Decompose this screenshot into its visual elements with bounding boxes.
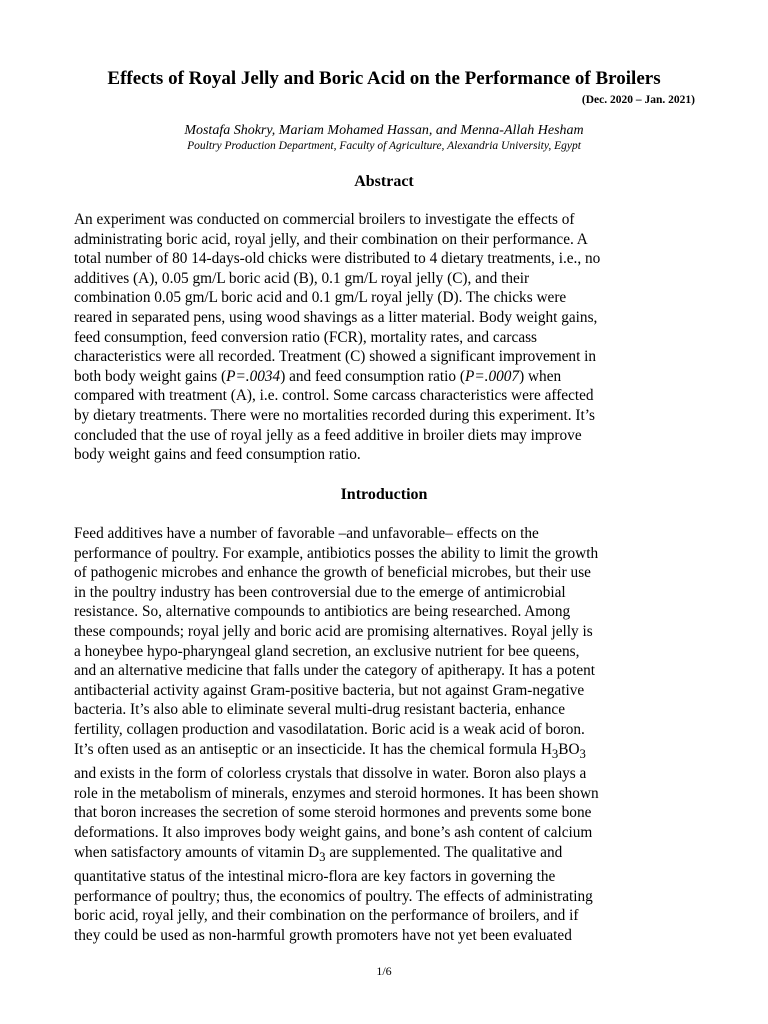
abstract-line: feed consumption, feed conversion ratio (FCR), mortality rates, and carcass	[74, 328, 538, 346]
paper-title: Effects of Royal Jelly and Boric Acid on the Performance of Broilers	[107, 68, 661, 89]
intro-line-vitamin	[74, 843, 696, 868]
abstract-line: additives (A), 0.05 gm/L boric acid (B), 0.1 gm/L royal jelly (C), and their	[74, 269, 530, 287]
intro-line: performance of poultry; thus, the economics of poultry. The effects of administrating	[74, 887, 593, 905]
abstract-line-pvalues	[74, 367, 696, 387]
intro-text: It’s often used as an antiseptic or an insecticide. It has the chemical formula	[74, 740, 541, 758]
intro-line: that boron increases the secretion of some steroid hormones and prevents some bone	[74, 804, 592, 822]
intro-line: Feed additives have a number of favorable –and unfavorable– effects on the	[74, 525, 539, 542]
abstract-line: concluded that the use of royal jelly as a feed additive in broiler diets may improve	[74, 426, 582, 444]
intro-line: and exists in the form of colorless crystals that dissolve in water. Boron also plays a	[74, 765, 587, 783]
intro-line: these compounds; royal jelly and boric acid are promising alternatives. Royal jelly is	[74, 622, 593, 640]
p-value-weight: P=.0034	[226, 367, 281, 385]
abstract-line: body weight gains and feed consumption ratio.	[74, 446, 361, 464]
abstract-line: total number of 80 14-days-old chicks were distributed to 4 dietary treatments, i.e., no	[74, 250, 601, 268]
boric-acid-formula: $H_3BO_3$	[540, 740, 586, 761]
abstract-heading: Abstract	[354, 173, 414, 190]
intro-line: and an alternative medicine that falls under the category of apitherapy. It has a potent	[74, 662, 596, 680]
abstract-line: reared in separated pens, using wood shavings as a litter material. Body weight gains,	[74, 308, 598, 326]
abstract-body	[74, 210, 696, 465]
author-list: Mostafa Shokry, Mariam Mohamed Hassan, and Menna-Allah Hesham	[184, 123, 584, 138]
affiliation: Poultry Production Department, Faculty of Agriculture, Alexandria University, Egypt	[187, 140, 581, 152]
intro-line: fertility, collagen production and vasodilatation. Boric acid is a weak acid of boron.	[74, 720, 585, 738]
page-number: 1/6	[376, 964, 392, 978]
intro-line: a honeybee hypo-pharyngeal gland secretion, an exclusive nutrient for bee queens,	[74, 642, 580, 660]
intro-line: resistance. So, alternative compounds to antibiotics are being researched. Among	[74, 603, 571, 621]
intro-line: boric acid, royal jelly, and their combination on the performance of broilers, and if	[74, 907, 579, 925]
intro-line: of pathogenic microbes and enhance the growth of beneficial microbes, but their use	[74, 564, 591, 582]
abstract-line: combination 0.05 gm/L boric acid and 0.1 gm/L royal jelly (D). The chicks were	[74, 289, 567, 307]
intro-line: performance of poultry. For example, antibiotics posses the ability to limit the growth	[74, 544, 599, 562]
intro-text: when satisfactory amounts of vitamin D	[74, 843, 320, 861]
abstract-line: by dietary treatments. There were no mortalities recorded during this experiment. It’s	[74, 406, 595, 424]
intro-line: role in the metabolism of minerals, enzymes and steroid hormones. It has been shown	[74, 784, 599, 802]
intro-text: are supplemented. The qualitative and	[325, 843, 563, 861]
vitamin-subscript: 3	[319, 849, 326, 864]
abstract-line: administrating boric acid, royal jelly, and their combination on their performance. A	[74, 230, 588, 248]
intro-line: quantitative status of the intestinal micro-flora are key factors in governing the	[74, 868, 556, 886]
intro-line: deformations. It also improves body weight gains, and bone’s ash content of calcium	[74, 823, 593, 841]
introduction-body	[74, 524, 696, 946]
p-value-feed: P=.0007	[464, 367, 520, 385]
abstract-text: ) and feed consumption ratio (	[280, 367, 465, 385]
abstract-text: both body weight gains (	[74, 367, 227, 385]
intro-line: they could be used as non-harmful growth promoters have not yet been evaluated	[74, 926, 572, 944]
introduction-heading: Introduction	[340, 486, 428, 503]
intro-line-formula	[74, 740, 696, 765]
intro-line: bacteria. It’s also able to eliminate several multi-drug resistant bacteria, enhance	[74, 701, 565, 719]
abstract-line: compared with treatment (A), i.e. control. Some carcass characteristics were affected	[74, 387, 594, 405]
abstract-line: An experiment was conducted on commercial broilers to investigate the effects of	[74, 211, 575, 228]
intro-line: antibacterial activity against Gram-positive bacteria, but not against Gram-negative	[74, 681, 585, 699]
intro-line: in the poultry industry has been controversial due to the emerge of antimicrobial	[74, 583, 566, 601]
date-range: (Dec. 2020 – Jan. 2021)	[581, 94, 695, 106]
abstract-line: characteristics were all recorded. Treatment (C) showed a significant improvement in	[74, 348, 597, 366]
abstract-text: ) when	[519, 367, 562, 385]
